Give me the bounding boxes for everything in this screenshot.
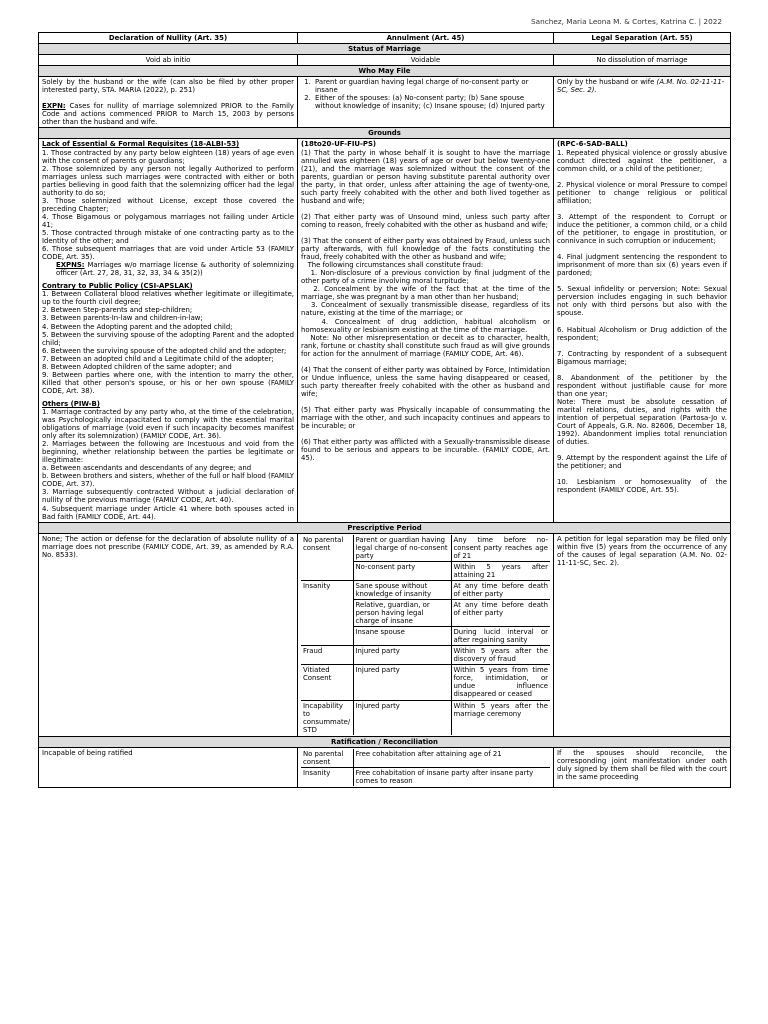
presc-ground: Incapability to consummate/ STD [301,700,353,735]
grounds-nullity-head-a: Lack of Essential & Formal Requisites (18-ALBI-53) [42,140,240,149]
who-nullity [39,77,298,128]
section-grounds: Grounds [39,128,731,139]
table-row [301,700,550,735]
grounds-nullity-head-c: Others (PIW-B) [42,399,100,408]
ratif-ground: Insanity [301,767,353,786]
prescriptive-nullity: None; The action or defense for the declaration of absolute nullity of a marriage does not prescribe (FAMILY CODE, Art. 39, as amended by R.A. No. 8533). [39,533,298,736]
section-status: Status of Marriage [39,44,731,55]
presc-period: Within 5 years after the marriage ceremony [451,700,550,735]
status-legal-separation: No dissolution of marriage [554,55,731,66]
ratif-text: Free cohabitation of insane party after insane party comes to reason [353,767,550,786]
who-nullity-exception [42,102,294,126]
table-row [301,749,550,768]
expn-text: Cases for nullity of marriage solemnized PRIOR to the Family Code and actions commenced PRIOR to March 15, 2003 by persons other than the husband and wife. [42,102,294,127]
expn-label: EXPN: [42,102,66,111]
presc-party: Injured party [353,700,451,735]
table-row [301,767,550,786]
grounds-legal-sep-head: (RPC-6-SAD-BALL) [557,140,628,149]
presc-ground: Insanity [301,580,353,645]
who-legal-separation [554,77,731,128]
presc-period: Any time before no-consent party reaches age of 21 [451,535,550,562]
presc-party: Sane spouse without knowledge of insanity [353,580,451,599]
presc-period: Within 5 years after attaining 21 [451,561,550,580]
status-nullity: Void ab initio [39,55,298,66]
grounds-nullity-items-c: 1. Marriage contracted by any party who, at the time of the celebration, was Psychologically incapacitated to comply with the essential marital obligations of marriage (void even if such incapacity becomes manifest only after its solemnization) (FAMILY CODE, Art. 36). 2. Marriages between the following are Incestuous and void from the beginning, whether relationship between the parties be legitimate or illegitimate: a. Between ascendants and descendants of any degree; and b. Between brothers and sisters, whether of the full or half blood (FAMILY CODE, Art. 37). 3. Marriage subsequently contracted Without a judicial declaration of nullity of the previous marriage (FAMILY CODE, Art. 40). 4. Subsequent marriage under Article 41 where both spouses acted in Bad faith (FAMILY CODE, Art. 44). [42,407,294,521]
presc-period: During lucid interval or after regaining sanity [451,627,550,646]
presc-ground: No parental consent [301,535,353,581]
table-row [301,646,550,665]
grounds-annulment-head: (18to20-UF-FIU-PS) [301,140,377,149]
presc-party: Insane spouse [353,627,451,646]
column-header-annulment: Annulment (Art. 45) [298,33,554,44]
presc-ground: Vitiated Consent [301,665,353,700]
presc-party: Relative, guardian, or person having legal charge of insane [353,600,451,627]
grounds-nullity-head-b: Contrary to Public Policy (CSI-APSLAK) [42,282,193,291]
grounds-nullity-expns [42,261,294,277]
who-nullity-main: Solely by the husband or the wife (can also be filed by other proper interested party, STA. MARIA (2022), p. 251) [42,78,294,95]
ratification-annulment-table [301,749,550,786]
presc-period: Within 5 years after the discovery of fraud [451,646,550,665]
section-prescriptive-period: Prescriptive Period [39,522,731,533]
page-header: Sanchez, Maria Leona M. & Cortes, Katrina C. | 2022 [530,17,722,26]
ratif-text: Free cohabitation after attaining age of 21 [353,749,550,768]
prescriptive-annulment [298,533,554,736]
grounds-legal-sep-text: 1. Repeated physical violence or grossly abusive conduct directed against the petitioner, a common child, or a child of the petitioner; 2. Physical violence or moral Pressure to compel petitioner to change religious or political affiliation; 3. Attempt of the respondent to Corrupt or induce the petitioner, a common child, or a child of the petitioner, to engage in prostitution, or connivance in such corruption or inducement; 4. Final judgment sentencing the respondent to imprisonment of more than six (6) years even if pardoned; 5. Sexual infidelity or perversion; Note: Sexual perversion includes engaging in such behavior not only with third persons but also with the spouse. 6. Habitual Alcoholism or Drug addiction of the respondent; 7. Contracting by respondent of a subsequent Bigamous marriage; 8. Abandonment of the petitioner by the respondent without justifiable cause for more than one year; Note: There must be absolute cessation of marital relations, duties, and rights with the intention of perpetual separation (Partosa-Jo v. Court of Appeals, G.R. No. 82606, December 18, 1992). Abandonment implies total renunciation of duties. 9. Attempt by the respondent against the Life of the petitioner; and 10. Lesbianism or homosexuality of the respondent (FAMILY CODE, Art. 55). [557,148,727,495]
column-header-legal-separation: Legal Separation (Art. 55) [554,33,731,44]
presc-party: Injured party [353,646,451,665]
prescriptive-legal-separation: A petition for legal separation may be filed only within five (5) years from the occurrence of any of the causes of legal separation (A.M. No. 02-11-11-SC, Sec. 2). [554,533,731,736]
grounds-nullity-items-a: 1. Those contracted by any party below eighteen (18) years of age even with the consent of parents or guardians; 2. Those solemnized by any person not legally Authorized to perform marriages unless such marriages were contracted with either or both parties believing in good faith that the solemnizing officer had the legal authority to do so; 3. Those solemnized without License, except those covered the preceding Chapter; 4. Those Bigamous or polygamous marriages not failing under Article 41; 5. Those contracted through mistake of one contracting party as to the Identity of the other; and 6. Those subsequent marriages that are void under Article 53 (FAMILY CODE, Art. 35). [42,148,294,262]
ratification-nullity: Incapable of being ratified [39,747,298,787]
presc-party: Injured party [353,665,451,700]
main-table [38,32,731,788]
table-row [301,580,550,599]
who-legal-sep-text: Only by the husband or wife [557,78,657,87]
column-header-nullity: Declaration of Nullity (Art. 35) [39,33,298,44]
ratif-ground: No parental consent [301,749,353,768]
list-item: 2. Either of the spouses: (a) No-consent party; (b) Sane spouse without knowledge of insanity; (c) Insane spouse; (d) Injured party [313,94,550,110]
table-row [301,665,550,700]
who-annulment [298,77,554,128]
presc-period: At any time before death of either party [451,580,550,599]
presc-party: Parent or guardian having legal charge of no-consent party [353,535,451,562]
grounds-nullity [39,139,298,522]
section-ratification: Ratification / Reconciliation [39,736,731,747]
grounds-legal-separation [554,139,731,522]
comparison-table [38,32,730,788]
grounds-annulment [298,139,554,522]
ratification-legal-separation: If the spouses should reconcile, the corresponding joint manifestation under oath duly signed by them shall be filed with the court in the same proceeding [554,747,731,787]
who-legal-sep-cite: (A.M. No. 02-11-11-SC, Sec. 2). [557,78,725,95]
presc-period: Within 5 years from time force, intimidation, or undue influence disappeared or ceased [451,665,550,700]
presc-party: No-consent party [353,561,451,580]
ratification-annulment [298,747,554,787]
section-who-may-file: Who May File [39,66,731,77]
status-annulment: Voidable [298,55,554,66]
presc-period: At any time before death of either party [451,600,550,627]
expns-label: EXPNS: [56,261,85,270]
expns-text: Marriages w/o marriage license & authority of solemnizing officer (Art. 27, 28, 31, 32, 33, 34 & 35(2)) [56,261,294,278]
grounds-nullity-items-b: 1. Between Collateral blood relatives whether legitimate or illegitimate, up to the fourth civil degree; 2. Between Step-parents and step-children; 3. Between parents-In-law and children-in-law; 4. Between the Adopting parent and the adopted child; 5. Between the surviving spouse of the adopting Parent and the adopted child; 6. Between the surviving spouse of the adopted child and the adopter; 7. Between an adopted child and a Legitimate child of the adopter; 8. Between Adopted children of the same adopter; and 9. Between parties where one, with the intention to marry the other, Killed that other person's spouse, or his or her own spouse (FAMILY CODE, Art. 38). [42,290,294,395]
grounds-annulment-text: (1) That the party in whose behalf it is sought to have the marriage annulled was eighteen (18) years of age or over but below twenty-one (21), and the marriage was solemnized without the consent of the parents, guardian or person having substitute parental authority over the party, in that order, unless after attaining the age of twenty-one, such party freely cohabited with the other and both lived together as husband and wife; (2) That either party was of Unsound mind, unless such party after coming to reason, freely cohabited with the other as husband and wife; (3) That the consent of either party was obtained by Fraud, unless such party afterwards, with full knowledge of the facts constituting the fraud, freely cohabited with the other as husband and wife; The following circumstances shall constitute fraud: 1. Non-disclosure of a previous conviction by final judgment of the other party of a crime involving moral turpitude; 2. Concealment by the wife of the fact that at the time of the marriage, she was pregnant by a man other than her husband; 3. Concealment of sexually transmissible disease, regardless of its nature, existing at the time of the marriage; or 4. Concealment of drug addiction, habitual alcoholism or homosexuality or lesbianism existing at the time of the marriage. Note: No other misrepresentation or deceit as to character, health, rank, fortune or chastity shall constitute such fraud as will give grounds for action for the annulment of marriage (FAMILY CODE, Art. 46). (4) That the consent of either party was obtained by Force, Intimidation or Undue influence, unless the same having disappeared or ceased, such party thereafter freely cohabited with the other as husband and wife; (5) That either party was Physically incapable of consummating the marriage with the other, and such incapacity continues and appears to be incurable; or (6) That either party was afflicted with a Sexually-transmissible disease found to be serious and appears to be incurable. (FAMILY CODE, Art. 45). [301,148,551,463]
who-annulment-list [301,78,550,110]
presc-ground: Fraud [301,646,353,665]
list-item: 1. Parent or guardian having legal charge of no-consent party or insane [313,78,550,94]
table-row [301,535,550,562]
prescriptive-annulment-table [301,535,550,735]
